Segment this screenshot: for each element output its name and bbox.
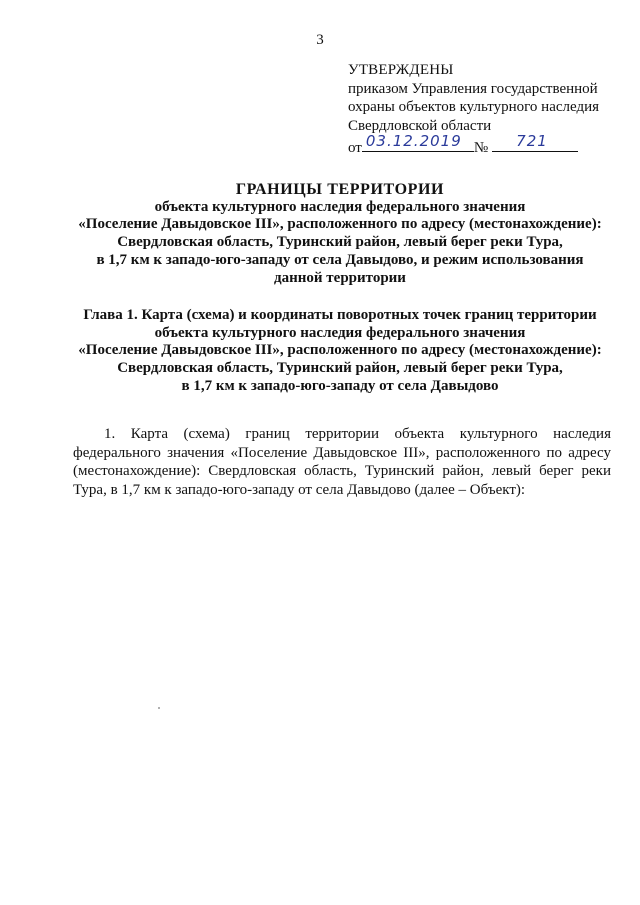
paragraph-1: 1. Карта (схема) границ территории объекта культурного наследия федерального значения «Поселение Давыдовское III», расположенного по адресу (местонахождение): Свердловская область, Туринский район, левый берег реки Тура, в 1,7 км к западо-юго-западу от села Давыдово (далее – Объект):: [73, 426, 611, 498]
heading1-line-6: данной территории: [274, 269, 406, 286]
approval-title: УТВЕРЖДЕНЫ: [348, 62, 454, 78]
heading2-line-3: «Поселение Давыдовское III», расположенного по адресу (местонахождение):: [78, 342, 602, 359]
page-number: 3: [316, 32, 324, 48]
handwritten-number: 721: [516, 131, 548, 150]
handwritten-date: 03.12.2019: [365, 131, 462, 150]
heading1-line-4: Свердловская область, Туринский район, левый берег реки Тура,: [117, 234, 563, 251]
heading2-line-5: в 1,7 км к западо-юго-западу от села Давыдово: [181, 377, 499, 394]
heading2-line-2: объекта культурного наследия федерального значения: [154, 324, 526, 341]
heading2-line-4: Свердловская область, Туринский район, левый берег реки Тура,: [117, 360, 563, 377]
territory-boundaries-heading: [40, 181, 640, 287]
chapter-1-heading: [40, 307, 640, 396]
heading1-line-1: ГРАНИЦЫ ТЕРРИТОРИИ: [235, 181, 445, 198]
heading1-line-5: в 1,7 км к западо-юго-западу от села Давыдово, и режим использования: [96, 251, 584, 268]
approval-line-3: Свердловской области: [348, 117, 492, 134]
heading1-line-3: «Поселение Давыдовское III», расположенного по адресу (местонахождение):: [78, 216, 602, 233]
heading2-line-1: Глава 1. Карта (схема) и координаты поворотных точек границ территории: [83, 307, 597, 323]
date-field: [362, 131, 474, 152]
approval-date-number-row: [348, 131, 618, 156]
approval-line-2: охраны объектов культурного наследия: [348, 99, 600, 115]
approval-line-1: приказом Управления государственной: [348, 80, 598, 97]
scan-dust-mark: [158, 707, 160, 709]
number-label: №: [473, 140, 489, 156]
number-field: [492, 131, 578, 152]
from-label: от: [348, 140, 362, 156]
approval-block: [348, 61, 618, 155]
heading1-line-2: объекта культурного наследия федерального значения: [154, 198, 526, 215]
